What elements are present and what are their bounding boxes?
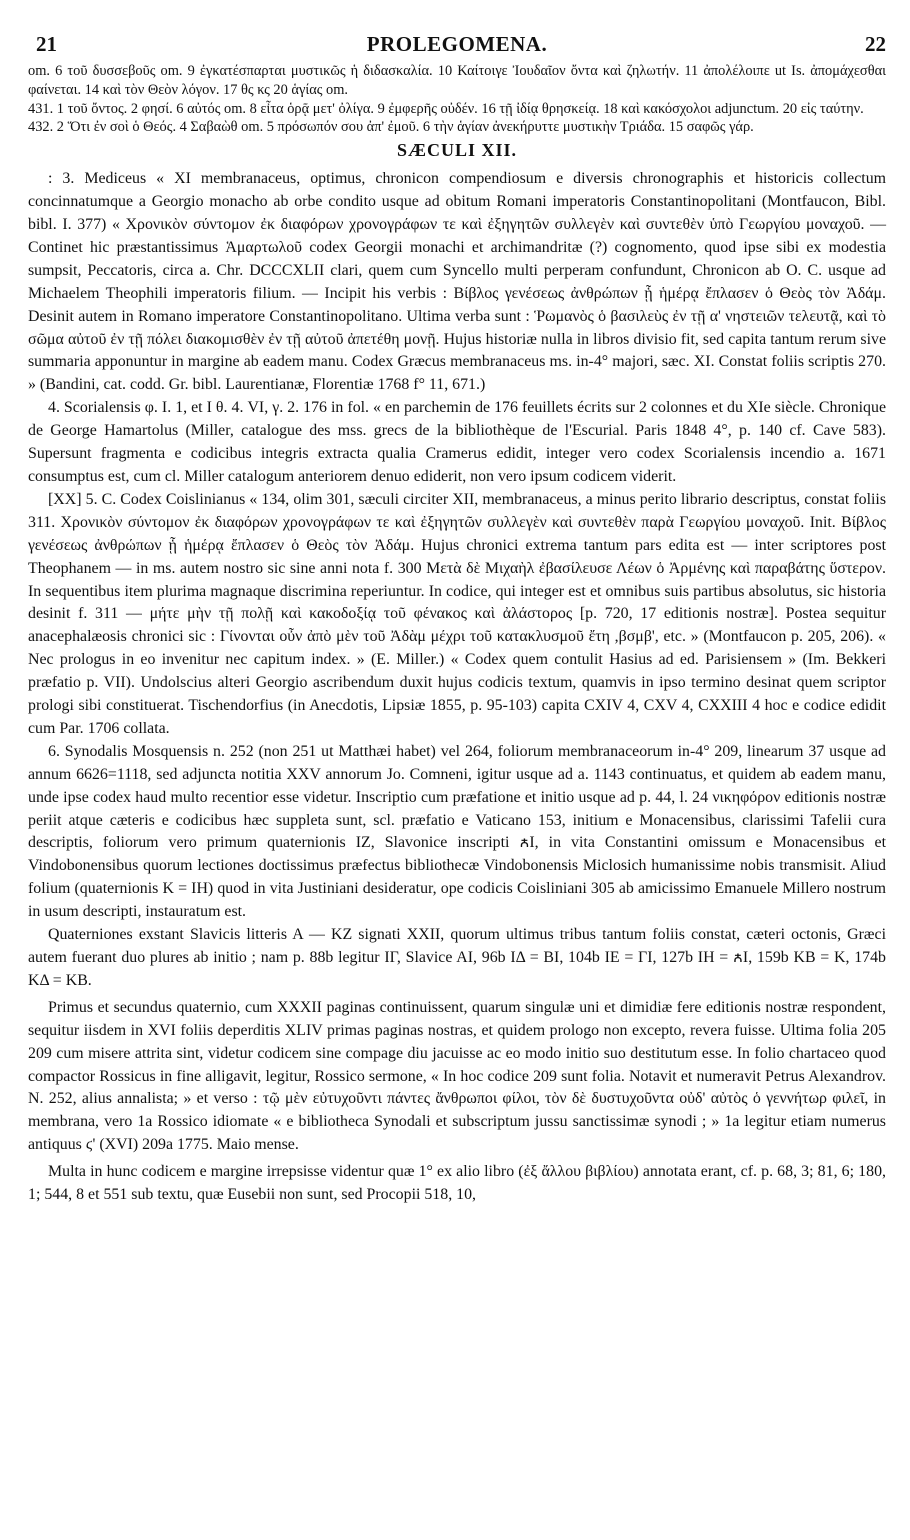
paragraph-coislinianus: [XX] 5. C. Codex Coislinianus « 134, olim 301, sæculi circiter XII, membranaceus, a minus perito librario descriptus, constat foliis 311. Χρονικὸν σύντομον ἐκ διαφόρων χρονογράφων τε καὶ ἐξηγητῶν συλλεγὲν καὶ συντεθὲν παρὰ Γεωργίου μοναχοῦ. Init. Βίβλος γενέσεως ἀνθρώπων ᾗ ἡμέρᾳ ἔπλασεν ὁ Θεὸς τὸν Ἀδάμ. Hujus chronici extrema tantum pars edita est — inter scriptores post Theophanem — in ms. autem nostro sic sine anni nota f. 300 Μετὰ δὲ Μιχαὴλ ἐβασίλευσε Λέων ὁ Ἀρμένης καὶ παραβάτης ὕστερον. In sequentibus item plurima magnaque discrimina reperiuntur. In codice, qui integer est et omnibus suis partibus absolutus, sic historia desinit f. 311 — μήτε μὴν τῇ πολῇ καὶ κακοδοξίᾳ τοῦ φένακος καὶ ἀλάστορος [p. 720, 17 editionis nostræ]. Postea sequitur anacephalæosis chronici sic : Γίνονται οὖν ἀπὸ μὲν τοῦ Ἀδὰμ μέχρι τοῦ κατακλυσμοῦ ἔτη ,βσμβ', etc. » (Montfaucon p. 205, 206). « Nec prologus in eo invenitur nec capitum index. » (E. Miller.) « Codex quem contulit Hasius ad ed. Parisiensem » (Im. Bekkeri præfatio p. VII). Undolscius alteri Georgio ascribendum duxit hujus codicis textum, quamvis in ipso termino desinat quem scriptor prologi sibi constituerat. Tischendorfius (in Anecdotis, Lipsiæ 1855, p. 95-103) capita CXIV 4, CXV 4, CXXIII 4 hoc e codice edidit cum Par. 1706 collata. <box>28 490 886 737</box>
note-line: 432. 2 Ὅτι ἐν σοὶ ὁ Θεός. 4 Σαβαὼθ om. 5 πρόσωπόν σου ἀπ' ἐμοῦ. 6 τὴν ἁγίαν ἀνεκήρυττε μυστικὴν Τριάδα. 15 σαφῶς γάρ. <box>28 119 754 136</box>
paragraph-synodalis: 6. Synodalis Mosquensis n. 252 (non 251 ut Matthæi habet) vel 264, foliorum membranaceorum in-4° 209, linearum 37 usque ad annum 6626=1118, sed adjuncta notitia XXV annorum Jo. Comneni, igitur usque ad a. 1143 continuatus, et quidem ab eadem manu, unde ipse codex haud multo recentior esse videtur. Inscriptio cum præfatione et initio usque ad p. 44, l. 24 νικηφόρον editionis nostræ periit atque cæteris e codicibus hæc suppleta sunt, scl. præfatio e Vaticano 153, initium e Monacensibus, clarissimi Tafelii cura descriptis, foliorum vero primum quaternionis IZ, Slavonice inscripti ꙉI, in vita Constantini omissum e Monacensibus et Vindobonensibus quorum lectiones doctissimus præfectus bibliothecæ Vindobonensis Miclosich humanissime nobis transmisit. Aliud folium (quaternionis K = IH) quod in vita Justiniani desideratur, ope codicis Coisliniani 305 ab amicissimo Emanuele Millero nostrum in usum descripti, instauratum est. <box>28 742 886 921</box>
page-number-right: 22 <box>865 32 886 56</box>
running-title: PROLEGOMENA. <box>366 32 548 56</box>
paragraph-primus: Primus et secundus quaternio, cum XXXII paginas continuissent, quarum singulæ uni et dimidiæ fere editionis nostræ respondent, sequitur iisdem in XVI foliis deperditis XLIV primas paginas nostras, et quidem prologo non excepto, revera fuisse. Ultima folia 205 209 cum misere attrita sint, videtur codicem sine compage diu jacuisse ac eo modo initio suo destitutum esse. In folio chartaceo quod compactor Rossicus in fine alligavit, legitur, Rossico sermone, « In hoc codice 209 sunt folia. Notavit et numeravit Petrus Alexandrov. N. 252, alius annalista; » et verso : τῷ μὲν εὐτυχοῦντι πάντες ἄνθρωποι φίλοι, τὸν δὲ δυστυχοῦντα οὐδ' αὐτὸς ὁ γεννήτωρ φιλεῖ, in membrana, vero 1a Rossico idiomate « e bibliotheca Synodali et subscriptum jussu sanctissimæ synodi ; » 1a legitur etiam numerus antiquus ϛ' (XVI) 209a 1775. Maio mense. <box>28 998 886 1154</box>
section-title: SÆCULI XII. <box>396 140 518 161</box>
variant-notes <box>28 62 886 137</box>
page-header <box>28 28 886 62</box>
note-line: 431. 1 τοῦ ὄντος. 2 φησί. 6 αὐτός om. 8 εἶτα ὁρᾷ μετ' ὀλίγα. 9 ἐμφερῆς οὐδέν. 16 τῇ ἰδίᾳ θρησκείᾳ. 18 καὶ κακόσχολοι adjunctum. 20 εἰς ταύτην. <box>28 100 864 117</box>
body-text <box>28 168 886 1207</box>
paragraph-scorialensis: 4. Scorialensis φ. I. 1, et I θ. 4. VI, γ. 2. 176 in fol. « en parchemin de 176 feuillets écrits sur 2 colonnes et du XIe siècle. Chronique de George Hamartolus (Miller, catalogue des mss. grecs de la bibliothèque de l'Escurial. Paris 1848 4°, p. 140 cf. Cave 583). Supersunt fragmenta e codicibus integris extracta qualia Cramerus edidit, integer vero codex Scorialensis incendio a. 1671 consumptus est, cum cl. Miller catalogum anteriorem denuo ediderit, non vero ipsum codicem viderit. <box>28 399 886 485</box>
note-line: om. 6 τοῦ δυσσεβοῦς om. 9 ἐγκατέσπαρται μυστικῶς ἡ διδασκαλία. 10 Καίτοιγε Ἰουδαῖον ὄντα καὶ ζηλωτήν. 11 ἀπολέλοιπε ut Is. ἀπομάχεσθαι φαίνεται. 14 καὶ τὸν Θεὸν λόγον. 17 θς κς 20 ἁγίας om. <box>28 63 886 98</box>
paragraph-mediceus: : 3. Mediceus « XI membranaceus, optimus, chronicon compendiosum e diversis chronographis et historicis collectum concinnatumque a Georgio monacho ab orbe condito usque ad obitum Romani imperatoris Constantinopolitani (Montfaucon, Bibl. bibl. I. 377) « Χρονικὸν σύντομον ἐκ διαφόρων χρονογράφων τε καὶ ἐξηγητῶν συλλεγὲν καὶ συντεθὲν ὑπὸ Γεωργίου μοναχοῦ. — Continet hic præstantissimus Ἁμαρτωλοῦ codex Georgii monachi et archimandritæ (?) cognomento, quod ipse sibi ex modestia sumpsit, Peccatoris, circa a. Chr. DCCCXLII clari, quem cum Syncello multi perperam confundunt, Chronicon ab O. C. usque ad Michaelem Theophili imperatoris filium. — Incipit his verbis : Βίβλος γενέσεως ἀνθρώπων ᾗ ἡμέρᾳ ἔπλασεν ὁ Θεὸς τὸν Ἀδάμ. Desinit autem in Romano imperatore Constantinopolitano. Ultima verba sunt : Ῥωμανὸς ὁ βασιλεὺς ἐν τῇ α' νηστειῶν τελευτᾷ, καὶ τὸ σῶμα αὐτοῦ ἐν τῇ πόλει διακομισθὲν ἐν τῇ αὐτοῦ ἀπετέθη μονῇ. Hujus historiæ nulla in libros divisio fit, sed capita tantum rerum sive summaria apponuntur in margine ab eadem manu. Codex Græcus membranaceus ms. in-4° majori, sæc. XI. Constat foliis scriptis 270. » (Bandini, cat. codd. Gr. bibl. Laurentianæ, Florentiæ 1768 f° 11, 671.) <box>28 170 886 394</box>
paragraph-multa: Multa in hunc codicem e margine irrepsisse videntur quæ 1° ex alio libro (ἐξ ἄλλου βιβλίου) annotata erant, cf. p. 68, 3; 81, 6; 180, 1; 544, 8 et 551 sub textu, quæ Eusebii non sunt, sed Procopii 518, 10, <box>28 1163 886 1204</box>
page-number-left: 21 <box>36 32 57 56</box>
paragraph-quaterniones: Quaterniones exstant Slavicis litteris A — KZ signati XXII, quorum ultimus tribus tantum foliis constat, cæteri octonis, Græci autem fuerant duo plures ab initio ; nam p. 88b legitur IΓ, Slavice AI, 96b IΔ = BI, 104b IE = ΓI, 127b IH = ꙉI, 159b KB = K, 174b KΔ = KB. <box>28 926 886 989</box>
document-page <box>28 28 886 1207</box>
